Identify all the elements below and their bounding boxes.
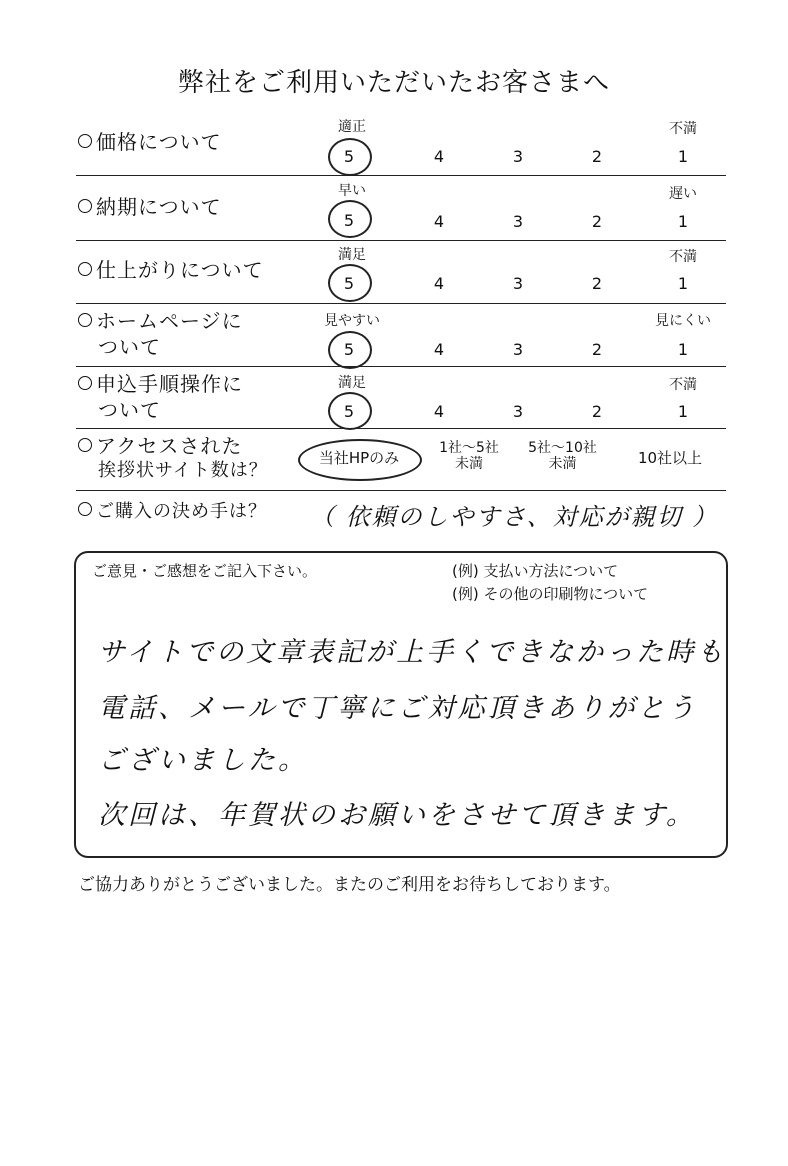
question-label-line2: ついて [98, 335, 161, 359]
rating-1[interactable]: 1 [677, 147, 689, 166]
bullet-circle-icon [78, 502, 92, 516]
comment-prompt: ご意見・ご感想をご記入下さい。 [92, 562, 318, 580]
scale-left-label: 満足 [338, 375, 366, 391]
question-label: ホームページに [96, 309, 243, 333]
handwritten-line-2: 電話、メールで丁寧にご対応頂きありがとう [98, 693, 698, 724]
rating-2[interactable]: 2 [591, 212, 603, 231]
question-label: 申込手順操作に [96, 372, 243, 396]
bullet-circle-icon [78, 199, 92, 213]
scale-right-label: 不満 [669, 249, 697, 265]
rating-5[interactable]: 5 [343, 340, 355, 359]
scale-right-label: 見にくい [655, 313, 711, 329]
rating-2[interactable]: 2 [591, 340, 603, 359]
rating-5[interactable]: 5 [343, 211, 355, 230]
rating-4[interactable]: 4 [433, 147, 445, 166]
access-option-5-10[interactable] [515, 440, 610, 472]
scale-left-label: 満足 [338, 247, 366, 263]
divider [76, 428, 726, 429]
rating-3[interactable]: 3 [512, 274, 524, 293]
divider [76, 366, 726, 367]
divider [76, 175, 726, 176]
option-line1: 5社〜10社 [528, 440, 597, 456]
question-label: アクセスされた [96, 434, 243, 458]
rating-2[interactable]: 2 [591, 147, 603, 166]
question-procedure [78, 372, 243, 396]
bullet-circle-icon [78, 376, 92, 390]
rating-1[interactable]: 1 [677, 340, 689, 359]
scale-right-label: 不満 [669, 121, 697, 137]
rating-3[interactable]: 3 [512, 340, 524, 359]
access-option-1-5[interactable] [424, 440, 514, 472]
handwritten-line-1: サイトでの文章表記が上手くできなかった時も [98, 637, 727, 668]
rating-3[interactable]: 3 [512, 147, 524, 166]
question-homepage [78, 309, 243, 333]
access-option-own-site[interactable]: 当社HPのみ [318, 449, 400, 467]
rating-4[interactable]: 4 [433, 402, 445, 421]
question-finish [78, 258, 264, 282]
question-label-line2: 挨拶状サイト数は？ [98, 460, 268, 481]
rating-5[interactable]: 5 [343, 402, 355, 421]
rating-4[interactable]: 4 [433, 274, 445, 293]
divider [76, 303, 726, 304]
handwritten-line-4: 次回は、年賀状のお願いをさせて頂きます。 [98, 800, 696, 831]
rating-5[interactable]: 5 [343, 147, 355, 166]
question-price [78, 130, 222, 154]
rating-1[interactable]: 1 [677, 274, 689, 293]
scale-left-label: 早い [338, 183, 366, 199]
scale-left-label: 適正 [338, 119, 366, 135]
page-title: 弊社をご利用いただいたお客さまへ [177, 68, 610, 98]
rating-1[interactable]: 1 [677, 402, 689, 421]
footer-thanks: ご協力ありがとうございました。またのご利用をお待ちしております。 [78, 875, 621, 895]
bullet-circle-icon [78, 262, 92, 276]
scale-right-label: 不満 [669, 377, 697, 393]
question-access [78, 434, 242, 458]
bullet-circle-icon [78, 134, 92, 148]
rating-2[interactable]: 2 [591, 402, 603, 421]
question-label: 納期について [96, 195, 222, 219]
question-label: 価格について [96, 130, 222, 154]
rating-3[interactable]: 3 [512, 402, 524, 421]
bullet-circle-icon [78, 313, 92, 327]
scale-right-label: 遅い [669, 186, 697, 202]
rating-4[interactable]: 4 [433, 212, 445, 231]
option-line2: 未満 [548, 456, 577, 472]
divider [76, 240, 726, 241]
comment-example-2: (例) その他の印刷物について [452, 585, 649, 603]
rating-1[interactable]: 1 [677, 212, 689, 231]
question-decision [78, 500, 267, 524]
divider [76, 490, 726, 491]
question-delivery [78, 195, 222, 219]
rating-5[interactable]: 5 [343, 274, 355, 293]
access-option-10-plus[interactable]: 10社以上 [637, 449, 703, 467]
rating-2[interactable]: 2 [591, 274, 603, 293]
question-label-line2: ついて [98, 398, 161, 422]
bullet-circle-icon [78, 438, 92, 452]
comment-example-1: (例) 支払い方法について [452, 562, 619, 580]
question-label: ご購入の決め手は？ [96, 501, 267, 522]
question-label: 仕上がりについて [96, 258, 264, 282]
rating-3[interactable]: 3 [512, 212, 524, 231]
decision-answer-handwritten: （ 依頼のしやすさ、対応が親切 ） [310, 503, 719, 531]
option-line1: 1社〜5社 [439, 440, 499, 456]
scale-left-label: 見やすい [324, 313, 380, 329]
option-line2: 未満 [455, 456, 483, 472]
handwritten-line-3: ございました。 [98, 745, 308, 776]
rating-4[interactable]: 4 [433, 340, 445, 359]
